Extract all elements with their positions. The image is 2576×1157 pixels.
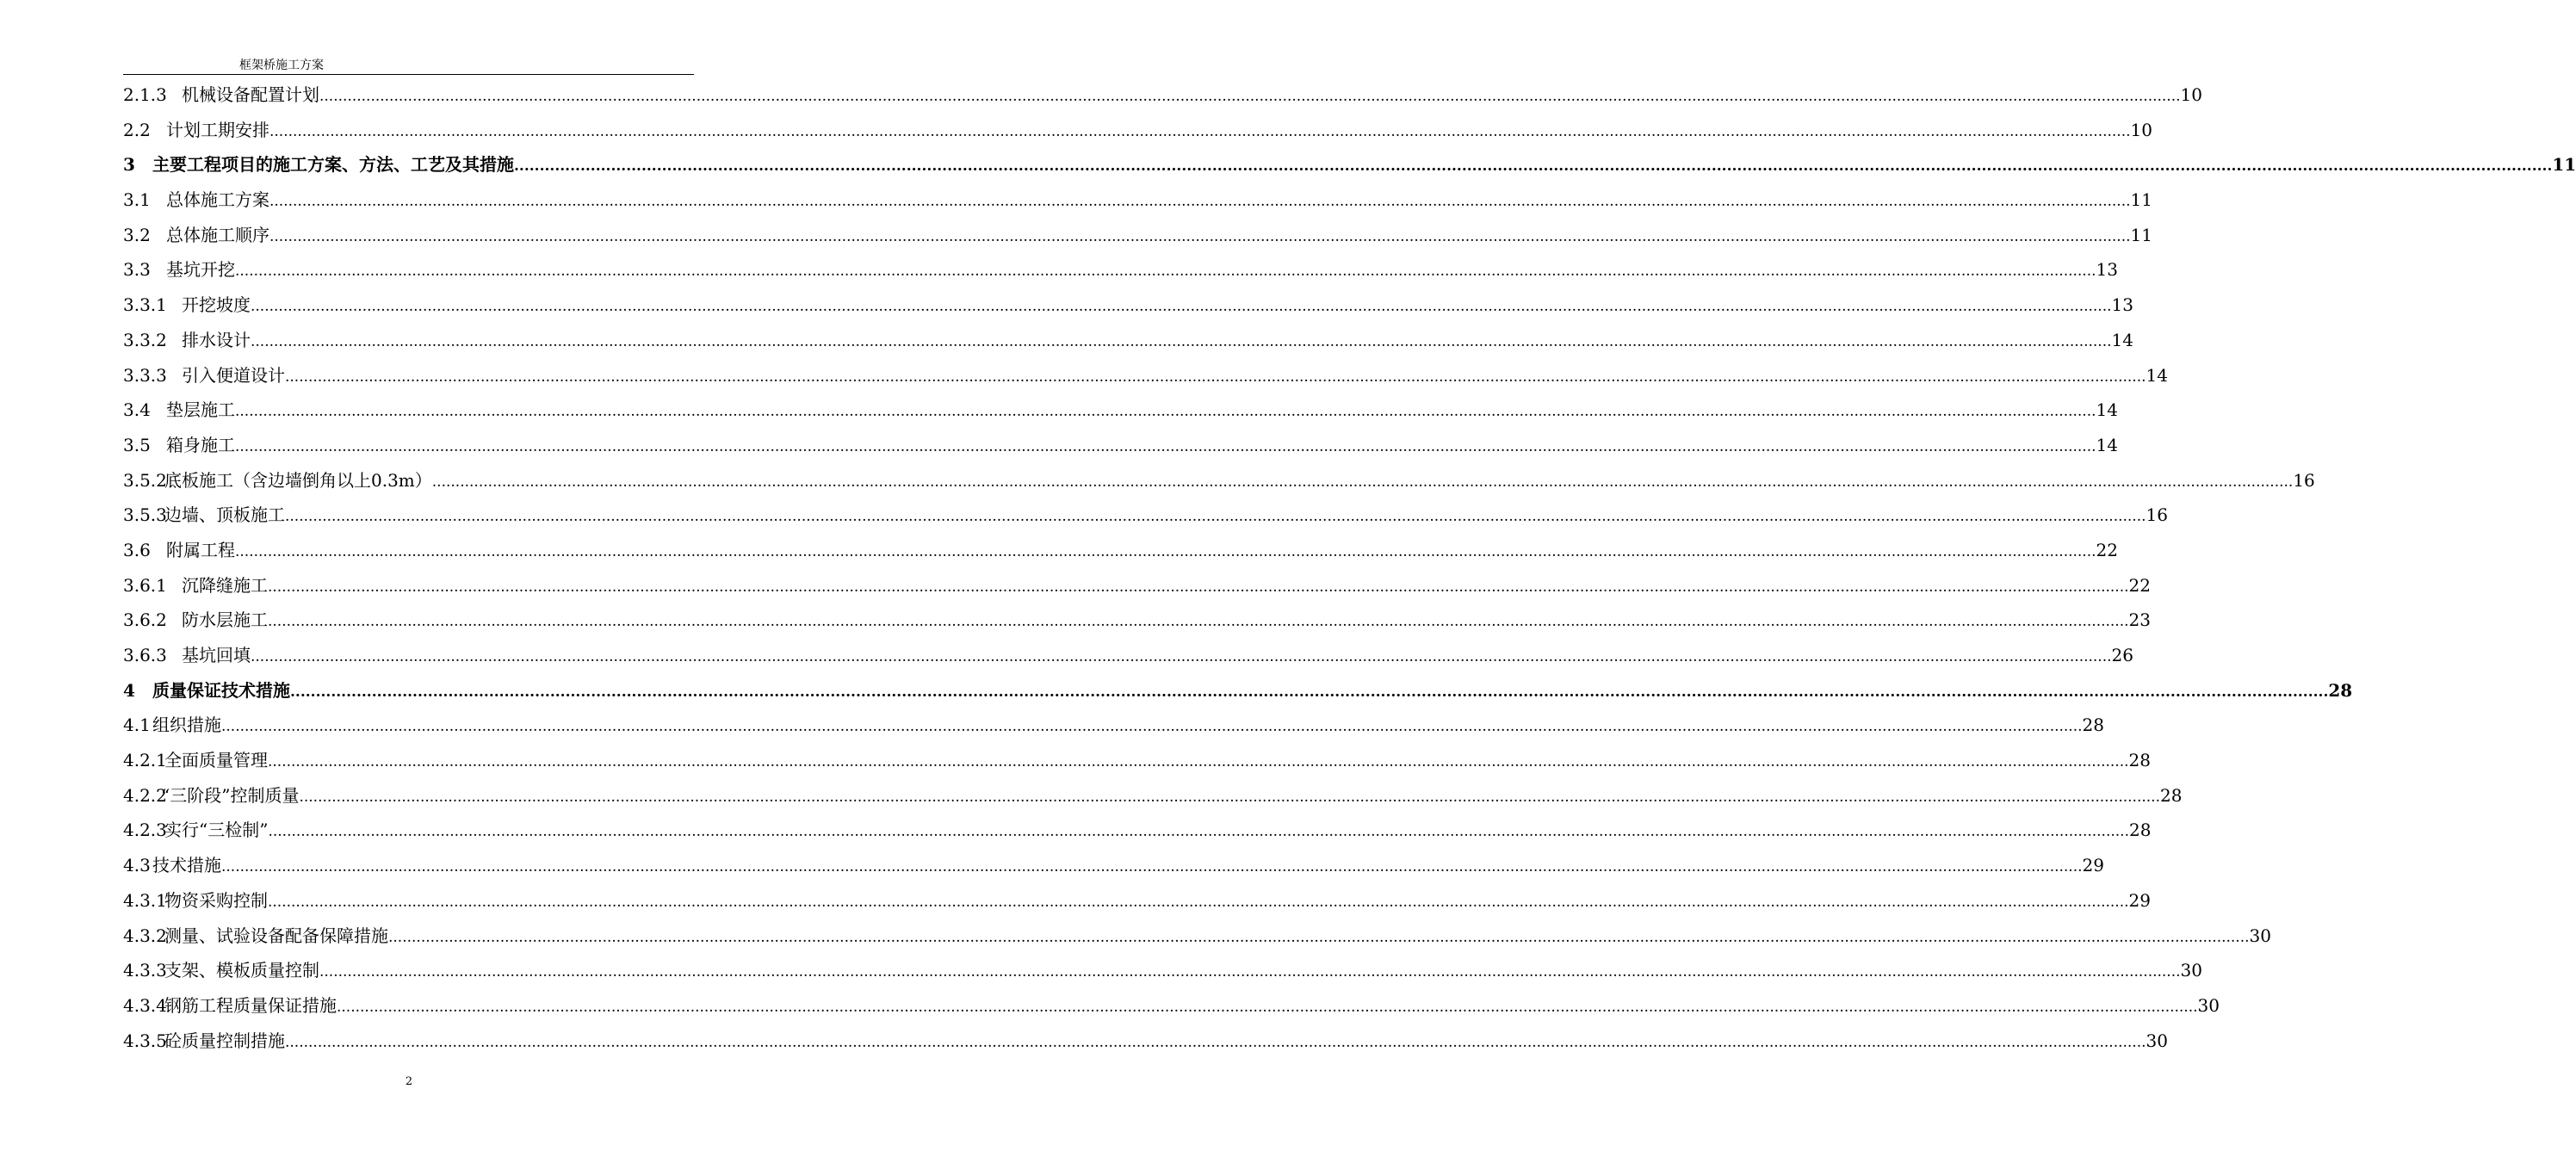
toc-entry-number: 3.4	[123, 399, 151, 421]
toc-entry[interactable]	[123, 813, 2152, 848]
toc-entry-page: 22	[2128, 574, 2151, 596]
dot-leader: ................................................................................................................................................................................................................................................................................................................................................................................................................	[268, 823, 2129, 841]
toc-entry[interactable]	[123, 953, 2202, 988]
toc-entry-title: “三阶段”控制质量	[161, 784, 300, 806]
toc-entry-number: 3.3.3	[123, 364, 167, 386]
dot-leader: ................................................................................................................................................................................................................................................................................................................................................................................................................	[251, 648, 2112, 665]
dot-leader: ................................................................................................................................................................................................................................................................................................................................................................................................................	[269, 193, 2131, 211]
toc-entry-page: 16	[2293, 469, 2315, 491]
toc-entry-number: 3	[123, 154, 135, 176]
dot-leader: ................................................................................................................................................................................................................................................................................................................................................................................................................	[269, 122, 2131, 140]
toc-entry[interactable]	[123, 1024, 2168, 1059]
toc-entry[interactable]	[123, 673, 2353, 708]
toc-entry-number: 4.3.3	[123, 960, 167, 981]
toc-entry-title: 砼质量控制措施	[164, 1030, 285, 1051]
toc-entry-number: 3.3.2	[123, 329, 167, 350]
toc-entry-title: 实行“三检制”	[164, 820, 269, 841]
toc-entry[interactable]	[123, 147, 2576, 183]
toc-entry-page: 11	[2130, 224, 2152, 245]
toc-entry[interactable]	[123, 428, 2118, 463]
toc-entry[interactable]	[123, 393, 2118, 428]
toc-entry-page: 28	[2159, 784, 2183, 806]
toc-entry[interactable]	[123, 288, 2133, 323]
toc-entry-page: 28	[2082, 715, 2104, 736]
dot-leader: ................................................................................................................................................................................................................................................................................................................................................................................................................	[235, 263, 2096, 281]
page-number: 2	[405, 1075, 413, 1088]
toc-entry-page: 14	[2096, 434, 2118, 455]
toc-entry-page: 30	[2146, 1030, 2168, 1051]
toc-entry[interactable]	[123, 743, 2151, 778]
toc-entry-title: 全面质量管理	[164, 750, 268, 771]
toc-entry-title: 防水层施工	[182, 609, 268, 631]
toc-entry-title: 测量、试验设备配备保障措施	[164, 925, 388, 946]
toc-entry-page: 14	[2111, 329, 2133, 350]
toc-entry-page: 30	[2180, 960, 2202, 981]
toc-entry-page: 22	[2096, 539, 2118, 560]
toc-entry-number: 3.1	[123, 189, 151, 211]
table-of-contents	[123, 77, 2576, 1058]
toc-entry[interactable]	[123, 848, 2104, 883]
toc-entry[interactable]	[123, 183, 2152, 218]
toc-entry-number: 4.2.3	[123, 820, 167, 841]
toc-entry-title: 附属工程	[166, 539, 235, 560]
toc-entry[interactable]	[123, 533, 2118, 568]
dot-leader: ................................................................................................................................................................................................................................................................................................................................................................................................................	[235, 437, 2096, 455]
toc-entry-title: 边墙、顶板施工	[164, 504, 285, 526]
running-header: 框架桥施工方案	[239, 59, 324, 72]
dot-leader: ................................................................................................................................................................................................................................................................................................................................................................................................................	[269, 227, 2131, 245]
toc-entry-page: 29	[2082, 855, 2104, 876]
dot-leader: ................................................................................................................................................................................................................................................................................................................................................................................................................	[514, 158, 2553, 176]
toc-entry-title: 底板施工（含边墙倒角以上0.3m）	[164, 469, 432, 491]
dot-leader: ................................................................................................................................................................................................................................................................................................................................................................................................................	[221, 718, 2083, 736]
toc-entry[interactable]	[123, 323, 2133, 358]
dot-leader: ................................................................................................................................................................................................................................................................................................................................................................................................................	[299, 788, 2160, 806]
toc-entry[interactable]	[123, 988, 2220, 1024]
dot-leader: ................................................................................................................................................................................................................................................................................................................................................................................................................	[290, 683, 2329, 701]
toc-entry-number: 4	[123, 679, 135, 701]
toc-entry-number: 3.6.1	[123, 574, 167, 596]
toc-entry-number: 3.2	[123, 224, 151, 245]
toc-entry[interactable]	[123, 77, 2202, 113]
toc-entry-page: 14	[2096, 399, 2118, 421]
toc-entry-number: 3.6.2	[123, 609, 167, 631]
toc-entry-title: 组织措施	[152, 715, 221, 736]
toc-entry-title: 物资采购控制	[164, 889, 268, 911]
dot-leader: ................................................................................................................................................................................................................................................................................................................................................................................................................	[268, 753, 2129, 771]
toc-entry-number: 3.6	[123, 539, 151, 560]
toc-entry-page: 11	[2552, 154, 2576, 176]
toc-entry-title: 沉降缝施工	[182, 574, 268, 596]
toc-entry-title: 技术措施	[152, 855, 221, 876]
toc-entry[interactable]	[123, 252, 2118, 288]
toc-entry-page: 13	[2111, 294, 2133, 316]
toc-entry-title: 总体施工顺序	[166, 224, 269, 245]
toc-entry-title: 总体施工方案	[166, 189, 269, 211]
toc-entry-page: 28	[2328, 679, 2353, 701]
dot-leader: ................................................................................................................................................................................................................................................................................................................................................................................................................	[235, 403, 2096, 421]
dot-leader: ................................................................................................................................................................................................................................................................................................................................................................................................................	[251, 332, 2112, 350]
toc-entry-title: 支架、模板质量控制	[164, 960, 319, 981]
dot-leader: ................................................................................................................................................................................................................................................................................................................................................................................................................	[268, 613, 2129, 631]
dot-leader: ................................................................................................................................................................................................................................................................................................................................................................................................................	[268, 578, 2129, 596]
dot-leader: ................................................................................................................................................................................................................................................................................................................................................................................................................	[251, 298, 2112, 316]
dot-leader: ................................................................................................................................................................................................................................................................................................................................................................................................................	[388, 928, 2250, 946]
toc-entry-title: 质量保证技术措施	[152, 679, 290, 701]
toc-entry-page: 30	[2197, 994, 2220, 1016]
toc-entry-page: 30	[2249, 925, 2271, 946]
toc-entry-number: 3.5.2	[123, 469, 167, 491]
header-rule	[123, 74, 694, 75]
toc-entry-title: 计划工期安排	[166, 119, 269, 140]
toc-entry-number: 4.2.1	[123, 750, 167, 771]
dot-leader: ................................................................................................................................................................................................................................................................................................................................................................................................................	[285, 1033, 2146, 1051]
toc-entry-title: 垫层施工	[166, 399, 235, 421]
toc-entry-page: 13	[2096, 259, 2118, 281]
toc-entry-page: 10	[2180, 84, 2202, 105]
toc-entry[interactable]	[123, 883, 2151, 919]
toc-entry-number: 3.5	[123, 434, 151, 455]
toc-entry[interactable]	[123, 358, 2168, 393]
toc-entry-title: 开挖坡度	[182, 294, 251, 316]
dot-leader: ................................................................................................................................................................................................................................................................................................................................................................................................................	[221, 858, 2083, 876]
toc-entry[interactable]	[123, 603, 2151, 638]
dot-leader: ................................................................................................................................................................................................................................................................................................................................................................................................................	[285, 508, 2146, 526]
dot-leader: ................................................................................................................................................................................................................................................................................................................................................................................................................	[268, 893, 2129, 911]
toc-entry-number: 4.1	[123, 715, 151, 736]
toc-entry-title: 基坑回填	[182, 645, 251, 665]
toc-entry-title: 箱身施工	[166, 434, 235, 455]
toc-entry-title: 钢筋工程质量保证措施	[164, 994, 337, 1016]
dot-leader: ................................................................................................................................................................................................................................................................................................................................................................................................................	[431, 473, 2294, 491]
toc-entry-page: 26	[2111, 645, 2133, 665]
toc-entry-title: 主要工程项目的施工方案、方法、工艺及其措施	[152, 154, 514, 176]
toc-entry[interactable]	[123, 638, 2133, 673]
toc-entry[interactable]	[123, 778, 2183, 814]
dot-leader: ................................................................................................................................................................................................................................................................................................................................................................................................................	[285, 368, 2146, 386]
toc-entry-title: 基坑开挖	[166, 259, 235, 281]
toc-entry-page: 11	[2130, 189, 2152, 211]
toc-entry[interactable]	[123, 568, 2151, 603]
toc-entry-page: 28	[2128, 750, 2151, 771]
toc-entry-number: 4.3.4	[123, 994, 167, 1016]
dot-leader: ................................................................................................................................................................................................................................................................................................................................................................................................................	[337, 998, 2198, 1016]
toc-entry-page: 16	[2146, 504, 2168, 526]
toc-entry[interactable]	[123, 498, 2168, 533]
toc-entry-number: 3.6.3	[123, 645, 167, 665]
toc-entry[interactable]	[123, 113, 2152, 148]
toc-entry-number: 4.3.1	[123, 889, 167, 911]
toc-entry-number: 2.2	[123, 119, 151, 140]
toc-entry-page: 14	[2146, 364, 2168, 386]
toc-entry-number: 4.3.5	[123, 1030, 167, 1051]
toc-entry[interactable]	[123, 708, 2104, 743]
toc-entry-number: 4.3.2	[123, 925, 167, 946]
toc-entry[interactable]	[123, 919, 2271, 954]
toc-entry-page: 29	[2128, 889, 2151, 911]
dot-leader: ................................................................................................................................................................................................................................................................................................................................................................................................................	[235, 542, 2096, 560]
toc-entry-page: 23	[2128, 609, 2151, 631]
toc-entry-title: 机械设备配置计划	[182, 84, 319, 105]
dot-leader: ................................................................................................................................................................................................................................................................................................................................................................................................................	[319, 963, 2181, 981]
toc-entry[interactable]	[123, 218, 2152, 253]
toc-entry-number: 4.3	[123, 855, 151, 876]
toc-entry-title: 引入便道设计	[182, 364, 285, 386]
toc-entry-number: 2.1.3	[123, 84, 167, 105]
toc-entry-number: 4.2.2	[123, 784, 167, 806]
toc-entry-number: 3.5.3	[123, 504, 167, 526]
toc-entry-number: 3.3.1	[123, 294, 167, 316]
toc-entry-page: 10	[2130, 119, 2152, 140]
dot-leader: ................................................................................................................................................................................................................................................................................................................................................................................................................	[319, 88, 2181, 105]
toc-entry-title: 排水设计	[182, 329, 251, 350]
toc-entry-number: 3.3	[123, 259, 151, 281]
toc-entry-page: 28	[2128, 820, 2152, 841]
toc-entry[interactable]	[123, 463, 2315, 498]
